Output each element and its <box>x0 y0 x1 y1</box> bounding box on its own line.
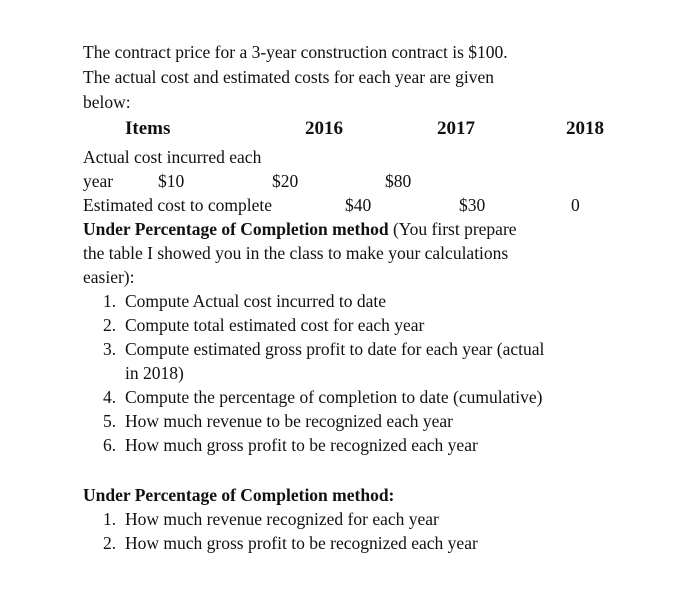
intro-line-1: The contract price for a 3-year construction contract is $100. <box>83 42 508 62</box>
item-text: How much gross profit to be recognized each year <box>125 435 478 455</box>
header-2018: 2018 <box>566 118 604 139</box>
actual-cost-2017: $20 <box>272 171 299 191</box>
item-number: 1. <box>103 291 117 311</box>
item-number: 2. <box>103 315 117 335</box>
item-text: How much revenue recognized for each year <box>125 509 439 529</box>
item-text: Compute Actual cost incurred to date <box>125 291 386 311</box>
item-number: 1. <box>103 509 117 529</box>
item-number: 3. <box>103 339 117 359</box>
section1-item-3-cont: in 2018) <box>125 363 184 383</box>
section2-item-2 <box>103 533 478 554</box>
item-text: How much revenue to be recognized each year <box>125 411 453 431</box>
estimated-cost-label: Estimated cost to complete <box>83 195 273 215</box>
actual-cost-label-cont: year <box>83 171 114 191</box>
section1-title-line <box>83 219 517 240</box>
actual-cost-label: Actual cost incurred each <box>83 147 262 167</box>
item-number: 5. <box>103 411 117 431</box>
section1-item-6 <box>103 435 478 456</box>
estimated-cost-2018: 0 <box>571 195 580 215</box>
section1-item-3 <box>103 339 544 360</box>
estimated-cost-2016: $40 <box>345 195 372 215</box>
estimated-cost-2017: $30 <box>459 195 486 215</box>
item-text: Compute total estimated cost for each year <box>125 315 425 335</box>
item-number: 6. <box>103 435 117 455</box>
intro-line-3: below: <box>83 92 131 112</box>
header-2017: 2017 <box>437 118 475 139</box>
header-items: Items <box>125 118 171 139</box>
item-text: Compute estimated gross profit to date for each year (actual <box>125 339 545 359</box>
section1-item-1 <box>103 291 386 312</box>
section1-line-3: easier): <box>83 267 135 287</box>
item-number: 2. <box>103 533 117 553</box>
section2-title: Under Percentage of Completion method: <box>83 485 395 505</box>
section1-item-5 <box>103 411 453 432</box>
intro-line-2: The actual cost and estimated costs for each year are given <box>83 67 495 87</box>
section1-title-note: (You first prepare <box>388 219 517 239</box>
item-number: 4. <box>103 387 117 407</box>
section1-item-2 <box>103 315 424 336</box>
item-text: Compute the percentage of completion to date (cumulative) <box>125 387 543 407</box>
actual-cost-2018: $80 <box>385 171 412 191</box>
section1-line-2: the table I showed you in the class to make your calculations <box>83 243 509 263</box>
item-text: How much gross profit to be recognized each year <box>125 533 478 553</box>
section1-title: Under Percentage of Completion method <box>83 219 389 239</box>
header-2016: 2016 <box>305 118 343 139</box>
actual-cost-2016: $10 <box>158 171 185 191</box>
section1-item-4 <box>103 387 542 408</box>
section2-item-1 <box>103 509 439 530</box>
